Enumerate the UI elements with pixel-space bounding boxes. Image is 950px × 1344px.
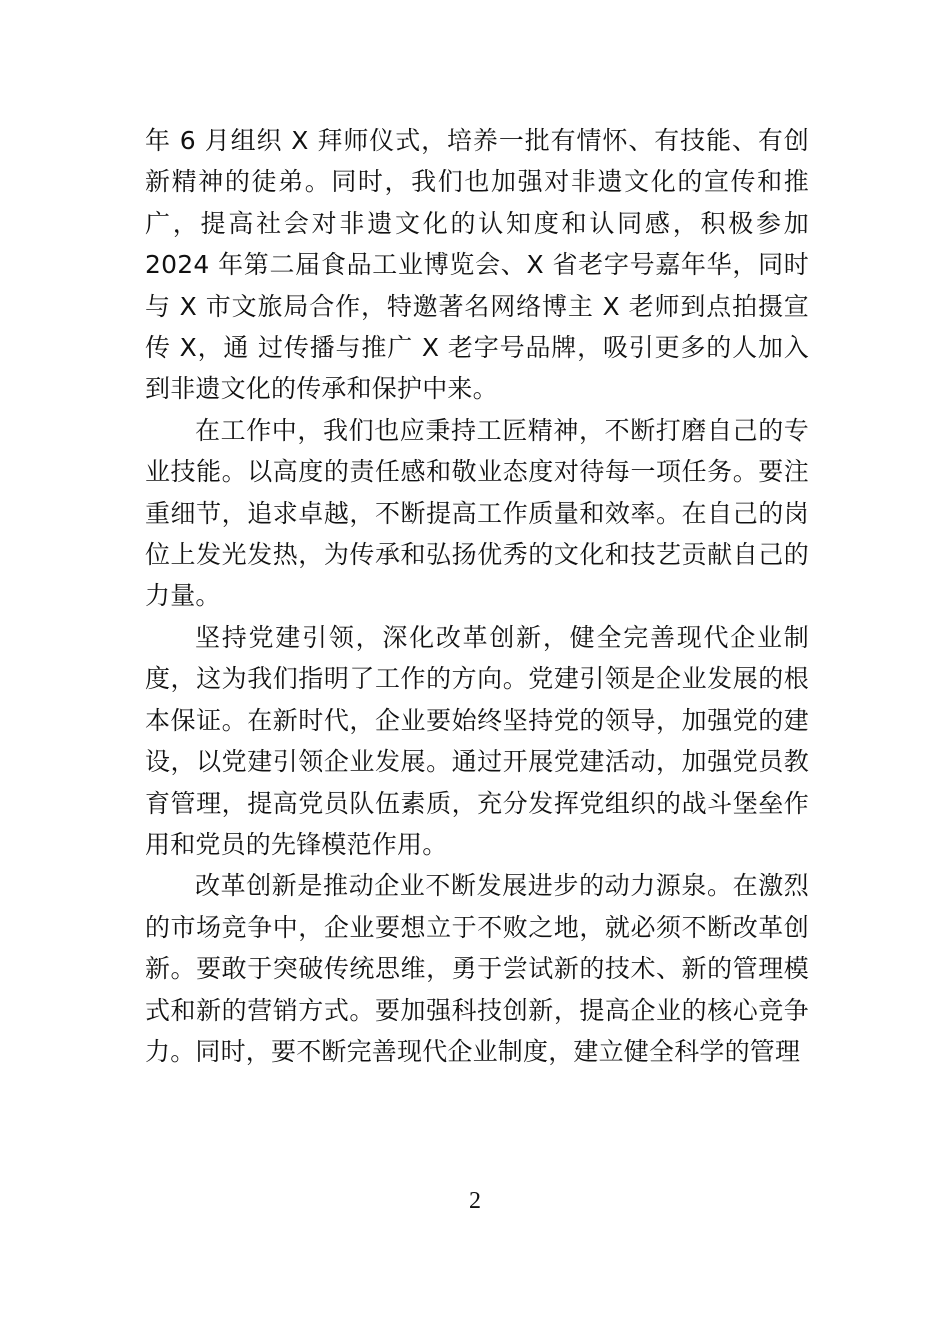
page-number: 2 [469,1188,481,1214]
paragraph-continued: 年 6 月组织 X 拜师仪式，培养一批有情怀、有技能、有创新精神的徒弟。同时，我们也加强对非遗文化的宣传和推广，提高社会对非遗文化的认知度和认同感，积极参加 2024 年第二届食品工业博览会、X 省老字号嘉年华，同时与 X 市文旅局合作，特邀著名网络博主 X 老师到点拍摄宣传 X，通 过传播与推广 X 老字号品牌，吸引更多的人加入到非遗文化的传承和保护中来。 [145,126,809,404]
paragraph: 在工作中，我们也应秉持工匠精神，不断打磨自己的专业技能。以高度的责任感和敬业态度对待每一项任务。要注重细节，追求卓越，不断提高工作质量和效率。在自己的岗位上发光发热，为传承和弘扬优秀的文化和技艺贡献自己的力量。 [145,415,809,611]
body-text [145,120,809,1072]
paragraph: 改革创新是推动企业不断发展进步的动力源泉。在激烈的市场竞争中，企业要想立于不败之地，就必须不断改革创新。要敢于突破传统思维，勇于尝试新的技术、新的管理模式和新的营销方式。要加强科技创新，提高企业的核心竞争力。同时，要不断完善现代企业制度，建立健全科学的管理 [145,871,809,1066]
paragraph: 坚持党建引领，深化改革创新，健全完善现代企业制度，这为我们指明了工作的方向。党建引领是企业发展的根本保证。在新时代，企业要始终坚持党的领导，加强党的建设，以党建引领企业发展。通过开展党建活动，加强党员教育管理，提高党员队伍素质，充分发挥党组织的战斗堡垒作用和党员的先锋模范作用。 [145,622,809,859]
